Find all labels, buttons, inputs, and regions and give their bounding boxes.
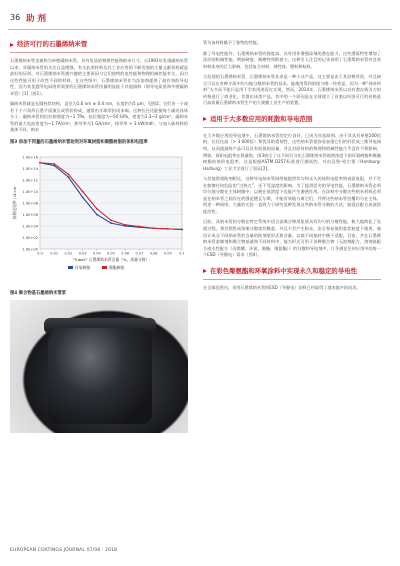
x-tick-label: 0.07 bbox=[135, 251, 144, 256]
page-header bbox=[0, 0, 400, 34]
paragraph: 石墨烯纳米管也被称为单壁碳纳米管，具有优异的物理性能和纳米尺寸。自1991年发现碳纳米管以来，对碳纳米管的关注日益增强，有关此类材料及其工业应用的不断发展的大量文献资料就是最好的证明。对石墨烯纳米管感兴趣的主要原因与它们独特的电性能和物理机械性能有关，因为这些性能可用于改性不同的材料，在这些级中，石墨烯纳米管作为添加剂提供了最有效的导电性，因为其优越导电网络所需要的石墨烯纳米管用量明显低于其他填料（如导电炭黑和多壁碳纳米管）[1]（图1）。 bbox=[10, 58, 188, 96]
data-point bbox=[181, 229, 183, 231]
legend-swatch bbox=[102, 266, 107, 269]
right-column bbox=[203, 40, 381, 295]
paragraph: 与其他常规助剂相比，这种导电纳米管网络能提供均匀和永久的体积电阻率和表面电阻，并不会在如擦任何危险的“过热点”，还不受湿度的影响，为了提供恶劣的导电性能，石墨烯纳米管必须均匀地分散在主体树脂中，以便在低浓度下也能产生渗透作用。在涂料中分散这些纳米材料必须是在纳米管之间存在的强范德瓦尔斯，才能有效地分离它们，并将这些纳米管包覆均匀在主体，所述一种网络，大量的实验一直致力于研究某种发现这些纳米管分散的方法，如混仓配合成液浓度改性。 bbox=[203, 176, 381, 214]
y-tick-label: 1.0E+10 bbox=[22, 189, 38, 194]
y-tick-label: 1.0E+16 bbox=[22, 155, 38, 160]
data-point bbox=[110, 222, 112, 224]
x-axis-label: “Tuball” 石墨烯纳米管含量（%，质量分数） bbox=[72, 257, 150, 263]
data-point bbox=[167, 228, 169, 230]
data-point bbox=[124, 224, 126, 226]
arrow-icon bbox=[10, 43, 14, 47]
paragraph: 在全球范围内，采用石墨烯纳米管的ESD（导静电）涂料已经取得了越来越多的成功。 bbox=[203, 284, 361, 290]
x-tick-label: 0.1 bbox=[179, 251, 185, 256]
y-tick-label: 1.0E+14 bbox=[22, 166, 38, 171]
x-tick-label: 0.08 bbox=[149, 251, 158, 256]
legend-swatch bbox=[68, 266, 73, 269]
x-tick-label: 0.01 bbox=[50, 251, 59, 256]
x-tick-label: 0.02 bbox=[64, 251, 73, 256]
section-title-polyurethane-epoxy bbox=[203, 267, 381, 280]
section-title-graphene-nanotubes bbox=[10, 40, 188, 53]
data-point bbox=[53, 163, 55, 165]
paragraph: 除了导电性能外，石墨烯纳米管的强度高，具有用作增强添剂的潜在能力，这些潜质特性增加了涂层的机械性能，例如硬度、耐磨性和附着力，这种引人注目的记录表明了石墨烯纳米管对各类材料本身的巨大影响，包括复合材料、弹性体、塑料和粘料。 bbox=[203, 50, 381, 69]
header-rule bbox=[8, 29, 392, 30]
data-point bbox=[39, 162, 41, 164]
x-tick-label: 0.06 bbox=[121, 251, 130, 256]
section-name: 助 剂 bbox=[26, 14, 46, 24]
paragraph: 与发现的石墨烯纳米管，石墨烯纳米管从来是一种小众产品，这主要是由于其价格昂贵，并且缺乏可以在有种介质中均匀地分散纳米管的技术。能使用得到的现与唯一经营是，因为一种“神奇材料”太多而不能只是用于学术用途而在实现，然而，2014年，石墨烯纳米管以具有潜在吸引力的价格进行了商业化，其推出该类产品，其中的一个原因是在全球建立了首套以经济可行的价格进行高质量石墨烯纳米管生产的大规模工业生产的装置。 bbox=[203, 74, 381, 106]
data-point bbox=[68, 173, 70, 175]
data-point bbox=[110, 219, 112, 221]
figure-3-caption: 图3 添加不同量的石墨烯纳米管助剂对环氧树脂和聚酯树脂的体积电阻率 bbox=[10, 140, 148, 146]
nanotube-paste-jar bbox=[48, 328, 152, 424]
paragraph: 目前，具纳米管的分散在特定系统中适合高聚合物用浆质具有均匀的分散性能，极大地简化了处理过程，将其销售成浓缩分散浆均稀浆，并且不会产生粉末，安全和易使用浆状粘度下使用，被设计成含不同纳米管的含量的助剂浆形式和含量，以使不同基材中便于适配，目前，共在石墨烯纳米管浆制剂和聚合物基液和不同材料中，能为形式可用于各种聚合物（无溶剂配方，溶剂基配方或水性配方（丙烯酸、环氧、聚酯、聚氨酯））的分散和导电剂中，几乎满足任何应用中的每一个ESD（导静电）需求（图4）。 bbox=[203, 219, 381, 258]
paragraph: 在大多数应用的导电剂中，石墨烯纳米管的定位良好，已成为首选助剂。由于其具有单壁200倍粉，长径比高（> 3 000倍）和优异的柔韧性，这些纳米管很容易加强它们的形状成三维导电网络，从而使最终产品可以具有较低的添量，并且对原材料的物理和机械性能几乎没有不利影响，例如，体积电阻率在数量级，图3展示了在不同百分比石墨烯纳米管助剂浓度下的环氧树脂和聚酯树脂的体积电阻率，这是根据ASTM D257标准进行测试的，并由汉堡-哈尔堡（Hamburg-Harburg）工业大学进行了验证[2]。 bbox=[203, 132, 381, 171]
y-tick-label: 1.0E+08 bbox=[22, 201, 38, 206]
figure-3-chart bbox=[10, 149, 188, 285]
data-point bbox=[96, 214, 98, 216]
y-tick-label: 1.0E+00 bbox=[22, 247, 38, 252]
x-tick-label: 0.0 bbox=[37, 251, 43, 256]
figure-4-photo bbox=[10, 300, 188, 433]
left-column bbox=[10, 40, 188, 433]
y-tick-label: 1.0E+02 bbox=[22, 235, 38, 240]
resistivity-chart bbox=[10, 149, 188, 285]
x-tick-label: 0.09 bbox=[163, 251, 172, 256]
paragraph: 碳纳米管就是长圆柱状结构，直径为1.6 nm ± 0.4 nm，长度约为5 μm，见图2。它们由一个或若干个六角形石墨平面滚压成管状构成，通常由半球形封闭末端。这种长径比能使每个碳亮丝体分子。碳纳米管的抗拉伸强度为~1 TPa，抗拉强度为~50 GPa，密度为1.3~2 g/cm³。碳纳米管的最大电流密度为~1 TA/cm²，热导率为1 GA/cm²，热导率 > 3 kW/mK²，与加入新材料的基体不同，纳米 bbox=[10, 101, 188, 133]
data-point bbox=[82, 191, 84, 193]
x-tick-label: 0.04 bbox=[92, 251, 101, 256]
y-tick-label: 1.0E+04 bbox=[22, 224, 38, 229]
data-point bbox=[68, 176, 70, 178]
section-title-text: 适用于大多数应用的耗散和导电范围 bbox=[210, 114, 313, 123]
x-tick-label: 0.03 bbox=[78, 251, 87, 256]
x-tick-label: 0.05 bbox=[107, 251, 115, 256]
data-point bbox=[96, 208, 98, 210]
y-axis-label: 体积电阻率 / Ω·cm bbox=[12, 186, 17, 220]
figure-4-caption: 图4 聚合物基石墨烯纳米管浆 bbox=[10, 291, 67, 297]
data-point bbox=[82, 196, 84, 198]
section-title-text: 经济可行的石墨烯纳米管 bbox=[17, 40, 88, 48]
arrow-icon bbox=[203, 269, 207, 273]
data-point bbox=[139, 226, 141, 228]
y-tick-label: 1.0E+12 bbox=[22, 178, 38, 183]
section-title-conductivity-range bbox=[203, 115, 381, 128]
legend-label: 环氧树脂 bbox=[75, 265, 91, 271]
legend-label: 聚酯树脂 bbox=[109, 265, 125, 271]
y-tick-label: 1.0E+06 bbox=[22, 212, 38, 217]
arrow-icon bbox=[203, 117, 207, 121]
page-number: 36 bbox=[10, 13, 21, 22]
data-point bbox=[153, 227, 155, 229]
footer-journal: EUROPEAN COATINGS JOURNAL 07/08 · 2018 bbox=[10, 548, 118, 553]
paragraph: 管为该材料赋予了独特的性能。 bbox=[203, 40, 261, 45]
section-title-text: 在彩色聚氨酯和环氧涂料中实现永久和稳定的导电性 bbox=[210, 266, 357, 275]
